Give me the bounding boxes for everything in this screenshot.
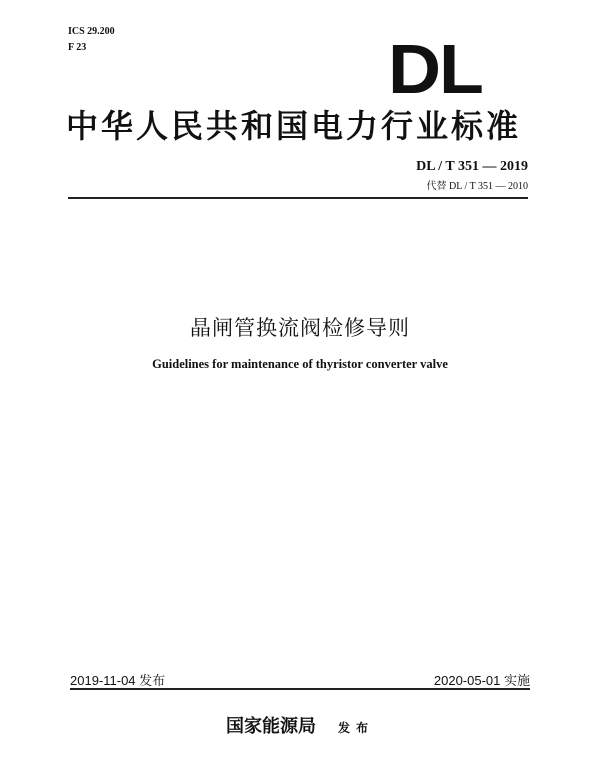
ccs-code: F 23 xyxy=(68,42,87,53)
document-title-en: Guidelines for maintenance of thyristor converter valve xyxy=(152,357,448,371)
classification-codes xyxy=(68,24,115,56)
publisher: 国家能源局 xyxy=(225,716,316,737)
issue-date: 2019-11-04 发布 xyxy=(70,673,166,688)
document-title-zh: 晶闸管换流阀检修导则 xyxy=(190,316,410,340)
dl-logo: DL xyxy=(388,30,482,108)
header-divider xyxy=(68,197,528,199)
publish-label: 发布 xyxy=(337,721,374,735)
ics-code: ICS 29.200 xyxy=(68,26,115,37)
publisher-line xyxy=(0,712,600,738)
implement-date: 2020-05-01 实施 xyxy=(433,673,530,688)
replaces-code: 代替 DL / T 351 — 2010 xyxy=(426,181,528,192)
footer-divider xyxy=(70,688,530,690)
standard-code: DL / T 351 — 2019 xyxy=(416,159,528,174)
standard-category: 中华人民共和国电力行业标准 xyxy=(66,107,522,145)
